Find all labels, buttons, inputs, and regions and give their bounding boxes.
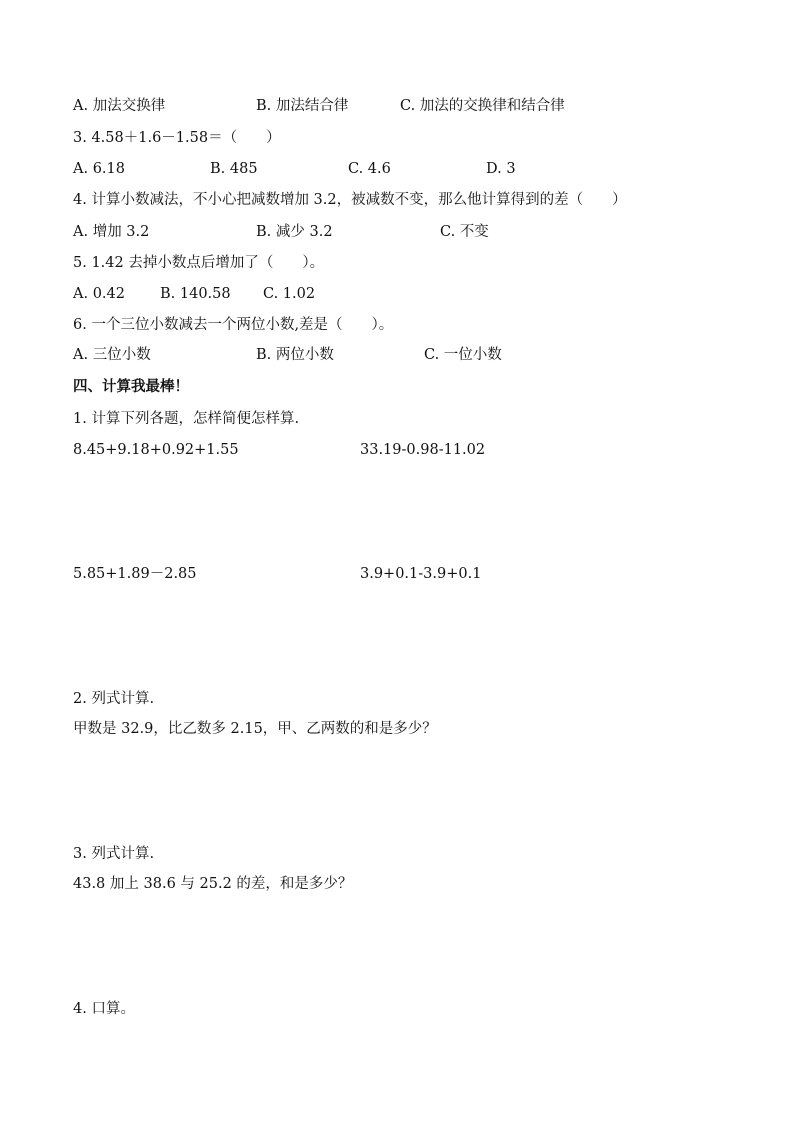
q6-option-c: C. 一位小数 [424, 347, 502, 363]
q4-option-b: B. 减少 3.2 [256, 224, 333, 240]
q2-option-b: B. 加法结合律 [256, 98, 349, 114]
q3-stem: 3. 4.58＋1.6－1.58＝（ ） [73, 130, 281, 146]
q5-option-a: A. 0.42 [73, 286, 125, 302]
q4-option-a: A. 增加 3.2 [73, 224, 150, 240]
p4-stem: 4. 口算。 [73, 1001, 135, 1017]
p3-stem: 3. 列式计算. [73, 846, 155, 862]
p3-text: 43.8 加上 38.6 与 25.2 的差，和是多少？ [73, 876, 353, 892]
expression-3: 5.85+1.89－2.85 [73, 566, 197, 582]
q3-option-a: A. 6.18 [73, 161, 125, 177]
p2-text: 甲数是 32.9，比乙数多 2.15，甲、乙两数的和是多少？ [73, 721, 437, 737]
q3-option-b: B. 485 [210, 161, 258, 177]
q5-option-c: C. 1.02 [263, 286, 316, 302]
q6-option-b: B. 两位小数 [256, 347, 334, 363]
q2-option-c: C. 加法的交换律和结合律 [400, 98, 565, 114]
q6-stem: 6. 一个三位小数减去一个两位小数,差是（ ）。 [73, 317, 394, 333]
section-title: 四、计算我最棒！ [73, 379, 189, 395]
q2-option-a: A. 加法交换律 [73, 98, 166, 114]
expression-2: 33.19-0.98-11.02 [360, 442, 486, 458]
q5-option-b: B. 140.58 [160, 286, 231, 302]
q6-option-a: A. 三位小数 [73, 347, 151, 363]
expression-4: 3.9+0.1-3.9+0.1 [360, 566, 482, 582]
q3-option-d: D. 3 [486, 161, 516, 177]
q4-stem: 4. 计算小数减法，不小心把减数增加 3.2，被减数不变，那么他计算得到的差（ ） [73, 192, 627, 208]
q3-option-c: C. 4.6 [348, 161, 391, 177]
p2-stem: 2. 列式计算. [73, 691, 155, 707]
expression-1: 8.45+9.18+0.92+1.55 [73, 442, 239, 458]
q5-stem: 5. 1.42 去掉小数点后增加了（ ）。 [73, 255, 325, 271]
p1-stem: 1. 计算下列各题，怎样简便怎样算. [73, 411, 300, 427]
q4-option-c: C. 不变 [440, 224, 489, 240]
